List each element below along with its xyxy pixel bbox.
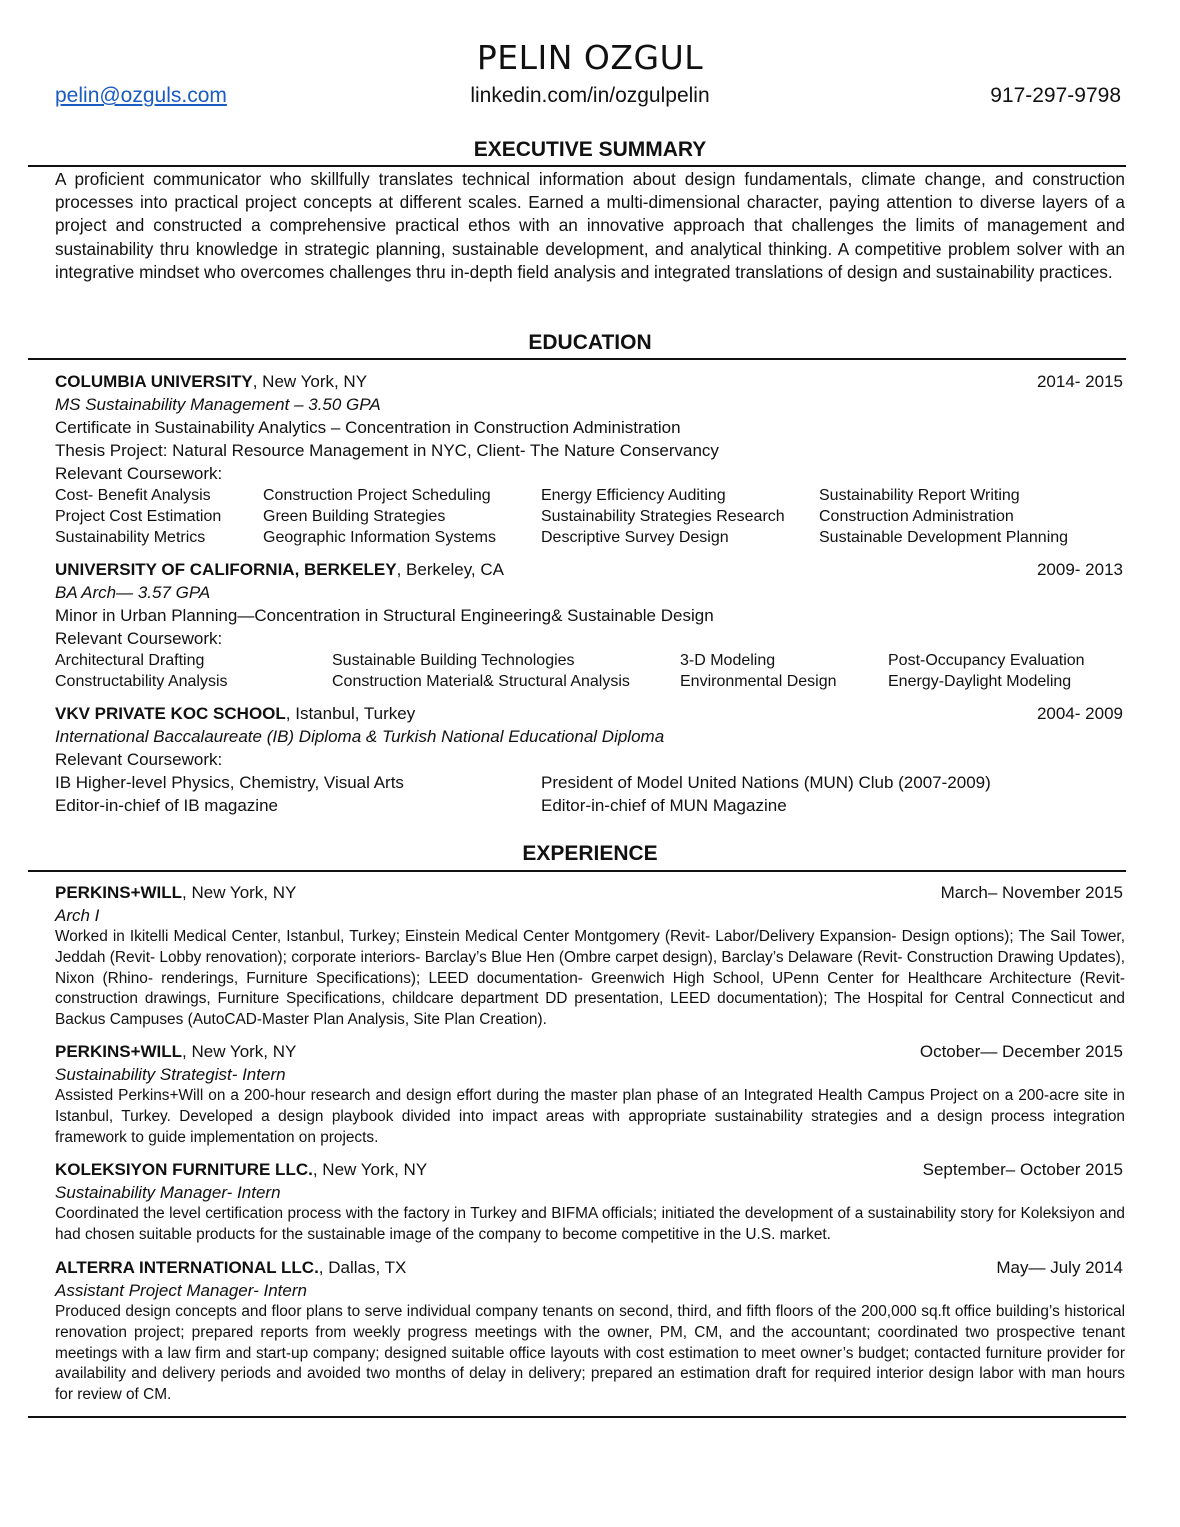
email-link[interactable]: pelin@ozguls.com bbox=[55, 84, 227, 107]
education-line: Certificate in Sustainability Analytics – Concentration in Construction Administration bbox=[55, 418, 681, 437]
course-item: Cost- Benefit Analysis bbox=[55, 487, 211, 504]
course-item: Environmental Design bbox=[680, 673, 837, 690]
degree: International Baccalaureate (IB) Diploma & Turkish National Educational Diploma bbox=[55, 727, 665, 746]
job-dates: October— December 2015 bbox=[919, 1042, 1123, 1061]
school-location: , Berkeley, CA bbox=[396, 560, 504, 579]
degree: BA Arch— 3.57 GPA bbox=[55, 583, 211, 602]
coursework-label: Relevant Coursework: bbox=[55, 629, 223, 648]
job-role: Sustainability Strategist- Intern bbox=[55, 1065, 286, 1084]
job-description: Worked in Ikitelli Medical Center, Istanbul, Turkey; Einstein Medical Center Montgomery (Revit- Labor/Delivery Expansion- Design options); The Sail Tower, Jeddah (Revit- Lobby renovation); corporate interiors- Barclay’s Blue Hen (Ombre carpet design), Barclay’s Delaware (Revit- Construction Drawing Updates), Nixon (Rhino- renderings, Furniture Specifications); LEED documentation- Greenwich High School, UPenn Center for Healthcare Architecture (Revit- construction drawings, Furniture Specifications, childcare department DD presentation, LEED documentation); The Hospital for Central Connecticut and Backus Campuses (AutoCAD-Master Plan Analysis, Site Plan Creation). bbox=[55, 928, 1125, 1029]
job-dates: May— July 2014 bbox=[996, 1258, 1123, 1277]
coursework-label: Relevant Coursework: bbox=[55, 750, 223, 769]
course-item: Energy-Daylight Modeling bbox=[888, 673, 1072, 690]
education-line: Minor in Urban Planning—Concentration in Structural Engineering& Sustainable Design bbox=[55, 606, 714, 625]
school-name: VKV PRIVATE KOC SCHOOL bbox=[55, 704, 286, 723]
course-item: Construction Material& Structural Analysis bbox=[332, 673, 630, 690]
job-role: Sustainability Manager- Intern bbox=[55, 1183, 281, 1202]
candidate-name: PELIN OZGUL bbox=[476, 38, 704, 77]
course-item: Construction Project Scheduling bbox=[263, 487, 491, 504]
course-item: Sustainability Strategies Research bbox=[541, 508, 785, 525]
company-location: , New York, NY bbox=[312, 1160, 428, 1179]
degree: MS Sustainability Management – 3.50 GPA bbox=[55, 395, 381, 414]
phone-number: 917-297-9798 bbox=[990, 84, 1121, 107]
company-name: PERKINS+WILL bbox=[55, 883, 183, 902]
job-header bbox=[55, 1160, 1125, 1182]
school-dates: 2009- 2013 bbox=[1036, 560, 1123, 579]
company-location: , New York, NY bbox=[182, 1042, 297, 1061]
course-item: Geographic Information Systems bbox=[263, 529, 496, 546]
school-header bbox=[55, 704, 1125, 726]
course-item: Editor-in-chief of MUN Magazine bbox=[541, 796, 787, 815]
job-header bbox=[55, 1042, 1125, 1064]
course-item: Project Cost Estimation bbox=[55, 508, 222, 525]
education-line: Thesis Project: Natural Resource Management in NYC, Client- The Nature Conservancy bbox=[55, 441, 719, 460]
job-description: Produced design concepts and floor plans to serve individual company tenants on second, third, and fifth floors of the 200,000 sq.ft office building’s historical renovation project; prepared reports from weekly progress meetings with the owner, PM, CM, and the accountant; coordinated two prospective tenant meetings with a law firm and start-up company; designed suitable office layouts with cost estimation to meet owner’s budget; contacted furniture provider for availability and delivery periods and avoided two months of delay in delivery; prepared an estimation draft for required interior design labor with man hours for review of CM. bbox=[55, 1303, 1125, 1404]
job-role: Assistant Project Manager- Intern bbox=[55, 1281, 307, 1300]
job-header bbox=[55, 1258, 1125, 1280]
course-item: Constructability Analysis bbox=[55, 673, 228, 690]
course-item: IB Higher-level Physics, Chemistry, Visual Arts bbox=[55, 773, 404, 792]
summary-text: A proficient communicator who skillfully translates technical information about design fundamentals, climate change, and construction processes into practical project concepts at different scales. Earned a multi-dimensional character, paying attention to diverse layers of a project and constructed a comprehensive practical ethos with an innovative approach that challenges the limits of management and sustainability thru knowledge in strategic planning, sustainable development, and analytical thinking. A competitive problem solver with an integrative mindset who overcomes challenges thru in-depth field analysis and integrated translations of design and sustainability practices. bbox=[55, 169, 1125, 282]
section-divider bbox=[28, 358, 1126, 360]
course-item: Descriptive Survey Design bbox=[541, 529, 729, 546]
school-name: COLUMBIA UNIVERSITY bbox=[55, 372, 253, 391]
course-item: Sustainability Metrics bbox=[55, 529, 206, 546]
school-header bbox=[55, 372, 1125, 394]
company-name: PERKINS+WILL bbox=[55, 1042, 183, 1061]
job-header bbox=[55, 883, 1125, 905]
course-item: Sustainable Development Planning bbox=[819, 529, 1069, 546]
school-name: UNIVERSITY OF CALIFORNIA, BERKELEY bbox=[55, 560, 397, 579]
school-location: , Istanbul, Turkey bbox=[285, 704, 416, 723]
course-item: Sustainability Report Writing bbox=[819, 487, 1020, 504]
coursework-label: Relevant Coursework: bbox=[55, 464, 223, 483]
job-description: Coordinated the level certification process with the factory in Turkey and BIFMA officials; initiated the development of a sustainability story for Koleksiyon and had chosen suitable products for the sustainable image of the company to become competitive in the U.S. market. bbox=[55, 1205, 1125, 1243]
section-divider bbox=[28, 165, 1126, 167]
company-name: KOLEKSIYON FURNITURE LLC. bbox=[55, 1160, 313, 1179]
company-location: , New York, NY bbox=[182, 883, 297, 902]
job-dates: March– November 2015 bbox=[940, 883, 1123, 902]
contact-row bbox=[55, 84, 1125, 110]
section-title-experience: EXPERIENCE bbox=[522, 842, 658, 865]
course-item: Sustainable Building Technologies bbox=[332, 652, 575, 669]
course-item: President of Model United Nations (MUN) Club (2007-2009) bbox=[541, 773, 991, 792]
section-title-education: EDUCATION bbox=[528, 331, 652, 354]
school-location: , New York, NY bbox=[252, 372, 368, 391]
linkedin-text: linkedin.com/in/ozgulpelin bbox=[470, 84, 710, 107]
school-dates: 2004- 2009 bbox=[1036, 704, 1123, 723]
company-name: ALTERRA INTERNATIONAL LLC. bbox=[55, 1258, 319, 1277]
course-item: Editor-in-chief of IB magazine bbox=[55, 796, 278, 815]
job-role: Arch I bbox=[55, 906, 100, 925]
section-title-summary: EXECUTIVE SUMMARY bbox=[473, 138, 707, 161]
job-description: Assisted Perkins+Will on a 200-hour research and design effort during the master plan phase of an Integrated Health Campus Project on a 200-acre site in Istanbul, Turkey. Developed a design playbook divided into impact areas with appropriate sustainability strategies and a design process integration framework to guide implementation on projects. bbox=[55, 1087, 1125, 1146]
bottom-divider bbox=[28, 1416, 1126, 1418]
school-dates: 2014- 2015 bbox=[1036, 372, 1123, 391]
section-divider bbox=[28, 870, 1126, 872]
company-location: , Dallas, TX bbox=[318, 1258, 407, 1277]
course-item: 3-D Modeling bbox=[680, 652, 776, 669]
course-item: Architectural Drafting bbox=[55, 652, 205, 669]
course-item: Post-Occupancy Evaluation bbox=[888, 652, 1085, 669]
course-item: Construction Administration bbox=[819, 508, 1014, 525]
job-dates: September– October 2015 bbox=[922, 1160, 1123, 1179]
course-item: Energy Efficiency Auditing bbox=[541, 487, 726, 504]
school-header bbox=[55, 560, 1125, 582]
course-item: Green Building Strategies bbox=[263, 508, 446, 525]
